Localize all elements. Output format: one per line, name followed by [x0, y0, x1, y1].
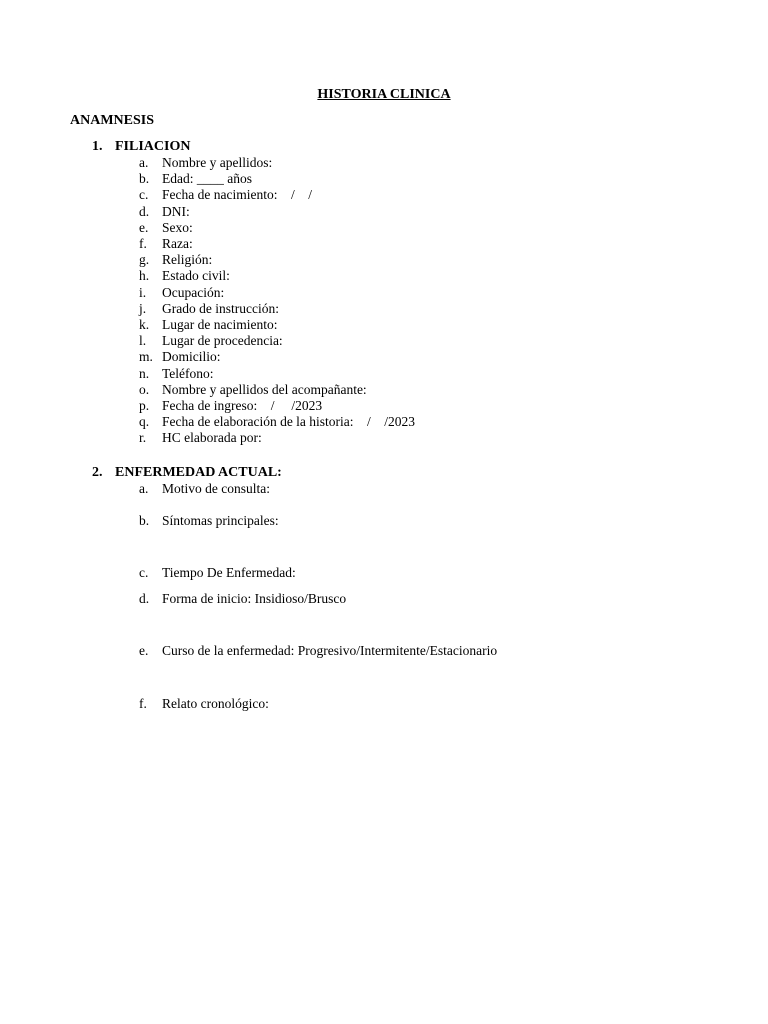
item-label: Lugar de procedencia:	[162, 333, 283, 349]
item-label: Forma de inicio: Insidioso/Brusco	[162, 591, 347, 606]
item-label: Motivo de consulta:	[162, 481, 270, 496]
document-title: HISTORIA CLINICA	[317, 87, 451, 102]
item-letter: q.	[139, 414, 150, 430]
item-label: Domicilio:	[162, 349, 221, 365]
item-label: Fecha de ingreso: / /2023	[162, 398, 323, 413]
item-letter: i.	[139, 284, 147, 300]
heading-text: FILIACION	[115, 139, 191, 154]
item-label: Raza:	[162, 236, 193, 251]
item-label: Estado civil:	[162, 268, 230, 284]
heading-number: 1.	[92, 139, 103, 154]
item-letter: d.	[139, 203, 150, 219]
item-letter: l.	[139, 333, 147, 349]
item-label: Teléfono:	[162, 365, 214, 381]
item-letter: j.	[139, 300, 147, 316]
item-label: Fecha de nacimiento: / /	[162, 187, 312, 203]
item-letter: e.	[139, 643, 149, 658]
item-letter: f.	[139, 236, 147, 251]
item-letter: a.	[139, 481, 149, 496]
item-letter: g.	[139, 252, 150, 268]
item-letter: m.	[139, 349, 153, 365]
heading-number: 2.	[92, 465, 103, 480]
item-letter: b.	[139, 171, 150, 187]
item-letter: o.	[139, 381, 150, 397]
item-letter: f.	[139, 696, 147, 711]
item-label: Síntomas principales:	[162, 513, 279, 528]
item-label: Lugar de nacimiento:	[162, 317, 278, 332]
item-letter: e.	[139, 219, 149, 235]
item-letter: b.	[139, 513, 150, 528]
item-label: DNI:	[162, 203, 190, 219]
item-label: Sexo:	[162, 219, 193, 235]
item-letter: h.	[139, 268, 150, 284]
item-letter: c.	[139, 187, 149, 203]
item-label: Nombre y apellidos del acompañante:	[162, 381, 367, 397]
item-label: Fecha de elaboración de la historia: / /2023	[162, 414, 416, 430]
item-label: Tiempo De Enfermedad:	[162, 565, 296, 580]
item-label: Religión:	[162, 252, 213, 268]
item-letter: c.	[139, 565, 149, 580]
item-letter: k.	[139, 317, 150, 332]
item-letter: d.	[139, 591, 150, 606]
item-label: Edad: ____ años	[162, 171, 252, 187]
item-label: Grado de instrucción:	[162, 300, 279, 316]
item-letter: p.	[139, 398, 150, 413]
item-label: Relato cronológico:	[162, 696, 269, 711]
section-heading-anamnesis: ANAMNESIS	[70, 113, 155, 128]
item-label: Ocupación:	[162, 284, 225, 300]
item-letter: a.	[139, 155, 149, 170]
item-letter: r.	[139, 430, 147, 446]
item-label: Curso de la enfermedad: Progresivo/Intermitente/Estacionario	[162, 643, 498, 658]
item-label: Nombre y apellidos:	[162, 155, 273, 170]
item-label: HC elaborada por:	[162, 430, 262, 446]
heading-text: ENFERMEDAD ACTUAL:	[115, 465, 282, 480]
item-letter: n.	[139, 365, 150, 381]
